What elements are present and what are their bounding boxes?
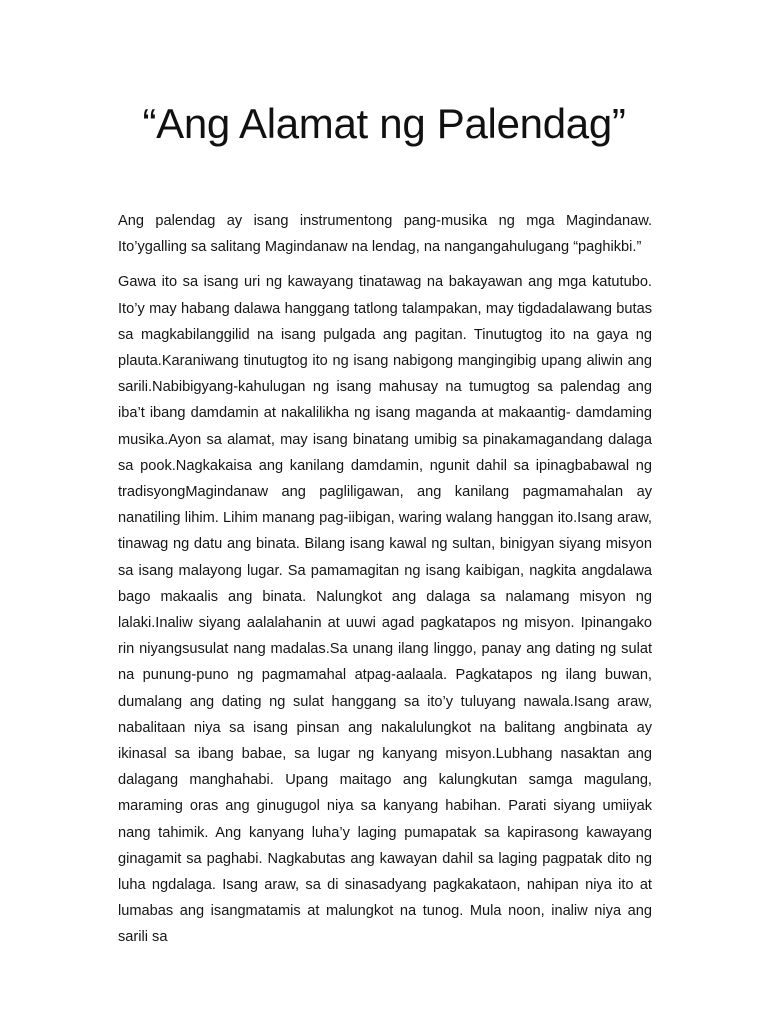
document-body	[118, 208, 652, 951]
paragraph-legend: Gawa ito sa isang uri ng kawayang tinatawag na bakayawan ang mga katutubo. Ito’y may habang dalawa hanggang tatlong talampakan, may tigdadalawang butas sa magkabilanggilid na isang pulgada ang pagitan. Tinutugtog ito na gaya ng plauta.Karaniwang tinutugtog ito ng isang nabigong mangingibig upang aliwin ang sarili.Nabibigyang-kahulugan ng isang mahusay na tumugtog sa palendag ang iba’t ibang damdamin at nakalilikha ng isang maganda at makaantig- damdaming musika.Ayon sa alamat, may isang binatang umibig sa pinakamagandang dalaga sa pook.Nagkakaisa ang kanilang damdamin, ngunit dahil sa ipinagbabawal ng tradisyongMagindanaw ang pagliligawan, ang kanilang pagmamahalan ay nanatiling lihim. Lihim manang pag-iibigan, waring walang hanggan ito.Isang araw, tinawag ng datu ang binata. Bilang isang kawal ng sultan, binigyan siyang misyon sa isang malayong lugar. Sa pamamagitan ng isang kaibigan, nagkita angdalawa bago makaalis ang binata. Nalungkot ang dalaga sa nalamang misyon ng lalaki.Inaliw siyang aalalahanin at uuwi agad pagkatapos ng misyon. Ipinangako rin niyangsusulat nang madalas.Sa unang ilang linggo, panay ang dating ng sulat na punung-puno ng pagmamahal atpag-aalaala. Pagkatapos ng ilang buwan, dumalang ang dating ng sulat hanggang sa ito’y tuluyang nawala.Isang araw, nabalitaan niya sa isang pinsan ang nakalulungkot na balitang angbinata ay ikinasal sa ibang babae, sa lugar ng kanyang misyon.Lubhang nasaktan ang dalagang manghahabi. Upang maitago ang kalungkutan samga magulang, maraming oras ang ginugugol niya sa kanyang habihan. Parati siyang umiiyak nang tahimik. Ang kanyang luha’y laging pumapatak sa kapirasong kawayang ginagamit sa paghabi. Nagkabutas ang kawayan dahil sa laging pagpatak dito ng luha ngdalaga. Isang araw, sa di sinasadyang pagkakataon, nahipan niya ito at lumabas ang isangmatamis at malungkot na tunog. Mula noon, inaliw niya ang sarili sa	[118, 274, 652, 946]
document-title: “Ang Alamat ng Palendag”	[142, 100, 626, 147]
paragraph-intro: Ang palendag ay isang instrumentong pang-musika ng mga Magindanaw. Ito’ygalling sa salitang Magindanaw na lendag, na nangangahulugang “paghikbi.”	[118, 213, 652, 256]
